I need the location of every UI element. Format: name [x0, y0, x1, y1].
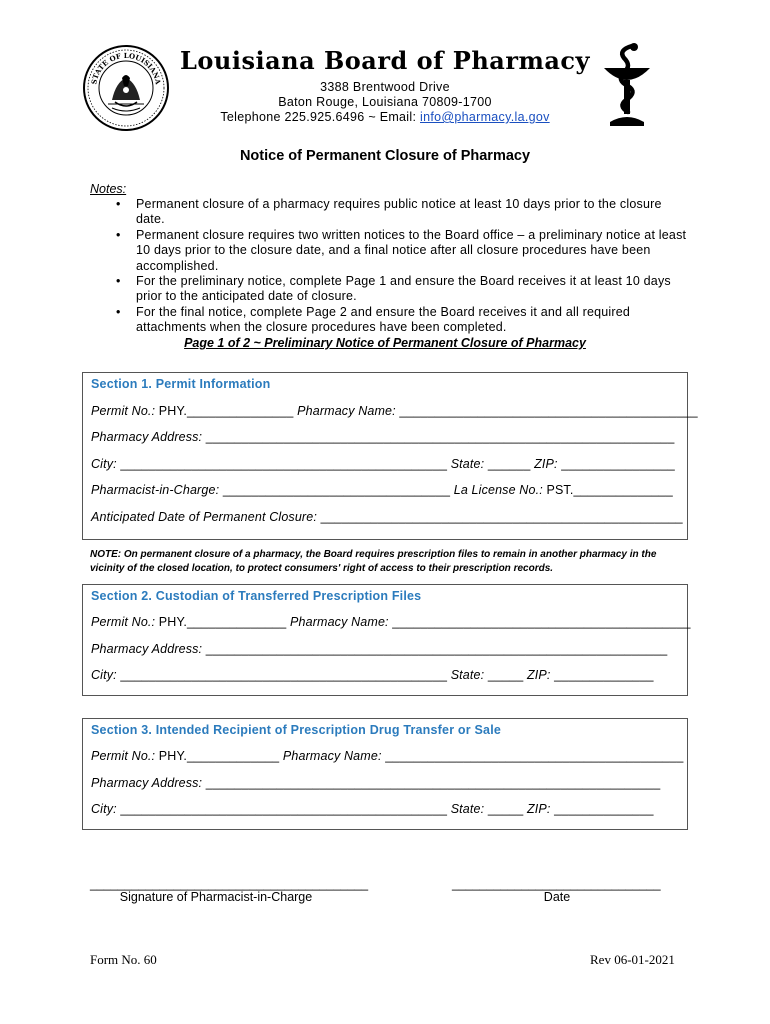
- state-field[interactable]: ______: [484, 457, 535, 471]
- date-signature-field[interactable]: ______________________________: [452, 877, 661, 891]
- svg-text:STATE OF LOUISIANA: STATE OF LOUISIANA: [89, 50, 163, 86]
- board-name: Louisiana Board of Pharmacy: [180, 46, 590, 75]
- pharmacy-name-label: Pharmacy Name:: [297, 404, 396, 418]
- section-3-title: Section 3. Intended Recipient of Prescription Drug Transfer or Sale: [91, 723, 502, 737]
- city-row: [91, 668, 654, 682]
- permit-field[interactable]: PHY._______________: [155, 404, 298, 418]
- date-signature-label: Date: [543, 890, 571, 904]
- pharmacy-name-field[interactable]: __________________________________________: [395, 404, 698, 418]
- pharmacy-address-field[interactable]: __________________________________________________________________: [202, 430, 675, 444]
- page-title: Notice of Permanent Closure of Pharmacy: [239, 148, 531, 164]
- form-number: Form No. 60: [90, 952, 157, 967]
- address-line-2: Baton Rouge, Louisiana 70809-1700: [278, 95, 492, 109]
- notes-label: Notes:: [90, 182, 127, 196]
- pic-signature-label: Signature of Pharmacist-in-Charge: [119, 890, 313, 904]
- pharmacy-name-label: Pharmacy Name:: [290, 615, 389, 629]
- pharmacy-address-field[interactable]: _________________________________________________________________: [202, 642, 668, 656]
- city-field[interactable]: ______________________________________________: [116, 457, 451, 471]
- permit-row: [91, 749, 683, 763]
- pharmacy-address-field[interactable]: ________________________________________________________________: [202, 776, 661, 790]
- closure-date-label: Anticipated Date of Permanent Closure:: [91, 510, 317, 524]
- zip-label: ZIP:: [527, 668, 551, 682]
- pic-row: [91, 483, 673, 497]
- zip-field[interactable]: ______________: [550, 802, 654, 816]
- pic-field[interactable]: ________________________________: [219, 483, 454, 497]
- city-label: City:: [91, 802, 117, 816]
- state-label: State:: [450, 457, 485, 471]
- state-label: State:: [450, 668, 485, 682]
- section-3-box: [82, 718, 688, 830]
- city-row: [91, 802, 654, 816]
- permit-row: [91, 615, 691, 629]
- closure-date-field[interactable]: ___________________________________________________: [316, 510, 683, 524]
- section-2-box: [82, 584, 691, 696]
- city-label: City:: [91, 457, 117, 471]
- pic-label: Pharmacist-in-Charge:: [91, 483, 220, 497]
- address-line-1: 3388 Brentwood Drive: [320, 80, 450, 94]
- zip-field[interactable]: ______________: [550, 668, 654, 682]
- section-1-title: Section 1. Permit Information: [91, 377, 271, 391]
- state-label: State:: [450, 802, 485, 816]
- contact-line: [0, 110, 770, 124]
- permit-label: Permit No.:: [91, 615, 156, 629]
- permit-label: Permit No.:: [91, 749, 156, 763]
- state-field[interactable]: _____: [484, 668, 528, 682]
- closure-date-row: [91, 510, 683, 524]
- state-field[interactable]: _____: [484, 802, 528, 816]
- revision-date: Rev 06-01-2021: [590, 952, 675, 967]
- permit-row: [91, 404, 698, 418]
- license-label: La License No.:: [453, 483, 543, 497]
- note-item: • For the preliminary notice, complete Page 1 and ensure the Board receives it at least 10 days prior to the anticipated date of closure.: [90, 274, 690, 305]
- closure-note: NOTE: On permanent closure of a pharmacy, the Board requires prescription files to remain in another pharmacy in the vicinity of the closed location, to protect consumers' right of access to their prescription records.: [90, 549, 657, 574]
- zip-label: ZIP:: [527, 802, 551, 816]
- pharmacy-name-field[interactable]: __________________________________________: [388, 615, 691, 629]
- city-field[interactable]: ______________________________________________: [116, 802, 451, 816]
- pharmacy-address-label: Pharmacy Address:: [91, 642, 203, 656]
- zip-field[interactable]: ________________: [557, 457, 675, 471]
- pic-signature-field[interactable]: ________________________________________: [90, 877, 369, 891]
- pharmacy-name-field[interactable]: __________________________________________: [381, 749, 684, 763]
- section-2-title: Section 2. Custodian of Transferred Prescription Files: [91, 589, 422, 603]
- telephone-text: Telephone 225.925.6496 ~ Email:: [220, 110, 421, 124]
- notes-list: [90, 197, 690, 336]
- city-label: City:: [91, 668, 117, 682]
- permit-label: Permit No.:: [91, 404, 156, 418]
- section-1-box: [82, 372, 698, 540]
- license-field[interactable]: PST.______________: [542, 483, 673, 497]
- pharmacy-address-label: Pharmacy Address:: [91, 430, 203, 444]
- pharmacy-address-label: Pharmacy Address:: [91, 776, 203, 790]
- zip-label: ZIP:: [534, 457, 558, 471]
- note-item: • Permanent closure requires two written notices to the Board office – a preliminary notice at least 10 days prior to the closure date, and a final notice after all closure procedures have been accomplished.: [90, 228, 690, 274]
- email-link[interactable]: info@pharmacy.la.gov: [420, 110, 550, 124]
- page-heading: Page 1 of 2 ~ Preliminary Notice of Permanent Closure of Pharmacy: [184, 336, 586, 350]
- note-item: • For the final notice, complete Page 2 and ensure the Board receives it and all required attachments when the closure procedures have been completed.: [90, 305, 690, 336]
- address-row: [91, 776, 660, 790]
- address-row: [91, 642, 667, 656]
- note-item: • Permanent closure of a pharmacy requires public notice at least 10 days prior to the closure date.: [90, 197, 690, 228]
- city-field[interactable]: ______________________________________________: [116, 668, 451, 682]
- permit-field[interactable]: PHY._____________: [155, 749, 283, 763]
- pharmacy-name-label: Pharmacy Name:: [282, 749, 382, 763]
- city-row: [91, 457, 675, 471]
- permit-field[interactable]: PHY.______________: [155, 615, 291, 629]
- address-row: [91, 430, 675, 444]
